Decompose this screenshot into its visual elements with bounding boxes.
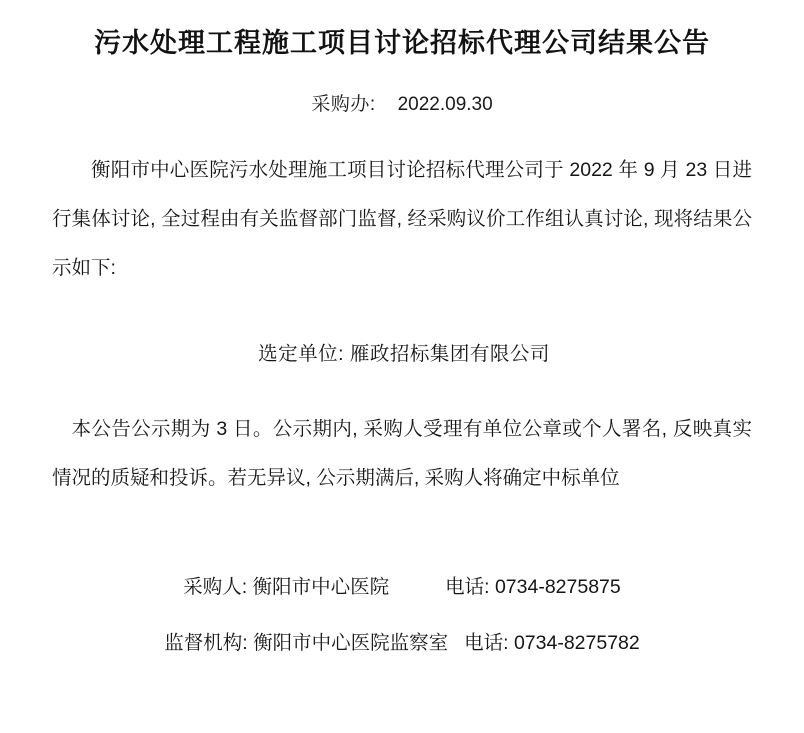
notice-paragraph: 本公告公示期为 3 日。公示期内, 采购人受理有单位公章或个人署名, 反映真实情况的质疑和投诉。若无异议, 公示期满后, 采购人将确定中标单位	[52, 418, 752, 489]
contact-block	[0, 559, 804, 671]
selected-unit-line: 选定单位: 雁政招标集团有限公司	[258, 343, 550, 365]
purchaser-name: 采购人: 衡阳市中心医院	[183, 576, 390, 598]
main-paragraph-block	[52, 146, 752, 293]
main-paragraph: 衡阳市中心医院污水处理施工项目讨论招标代理公司于 2022 年 9 月 23 日进行集体讨论, 全过程由有关监督部门监督, 经采购议价工作组认真讨论, 现将结果公示如下:	[52, 159, 752, 279]
supervision-name: 监督机构: 衡阳市中心医院监察室	[164, 632, 449, 654]
page-title: 污水处理工程施工项目讨论招标代理公司结果公告	[94, 28, 710, 58]
purchaser-phone: 电话: 0734-8275875	[445, 576, 621, 598]
supervision-phone: 电话: 0734-8275782	[464, 632, 640, 654]
notice-paragraph-block	[52, 405, 752, 503]
meta-label: 采购办:	[311, 94, 376, 115]
contact-row	[0, 615, 804, 671]
document-page	[0, 22, 804, 733]
meta-date: 2022.09.30	[397, 94, 493, 115]
contact-row	[0, 559, 804, 615]
document-meta	[0, 90, 804, 120]
